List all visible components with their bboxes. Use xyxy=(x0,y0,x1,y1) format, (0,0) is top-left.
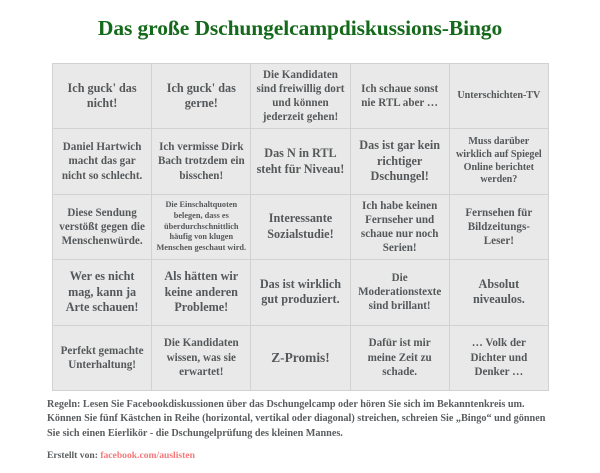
bingo-cell[interactable]: Ich schaue sonst nie RTL aber … xyxy=(350,64,449,129)
credit-line xyxy=(47,450,195,461)
bingo-cell[interactable]: Als hätten wir keine anderen Probleme! xyxy=(152,260,251,325)
bingo-cell[interactable]: Die Kandidaten sind freiwillig dort und können jederzeit gehen! xyxy=(251,64,350,129)
rules-text: Regeln: Lesen Sie Facebookdiskussionen über das Dschungelcamp oder hören Sie sich im Bekanntenkreis um. Können Sie fünf Kästchen in Reihe (horizontal, vertikal oder diagonal) streichen, schreien Sie „Bingo“ und gönnen Sie sich einen Eierlikör - die Dschungelprüfung des kleinen Mannes. xyxy=(47,399,546,439)
bingo-row xyxy=(53,194,549,259)
bingo-cell[interactable]: Ich guck' das nicht! xyxy=(53,64,152,129)
bingo-cell[interactable]: Absolut niveaulos. xyxy=(449,260,548,325)
bingo-cell[interactable]: Ich guck' das gerne! xyxy=(152,64,251,129)
bingo-cell[interactable]: Z-Promis! xyxy=(251,325,350,390)
bingo-cell[interactable]: Fernsehen für Bildzeitungs-Leser! xyxy=(449,194,548,259)
bingo-grid-body xyxy=(53,64,549,391)
bingo-cell[interactable]: Die Moderationstexte sind brillant! xyxy=(350,260,449,325)
bingo-cell[interactable]: … Volk der Dichter und Denker … xyxy=(449,325,548,390)
bingo-row xyxy=(53,260,549,325)
credit-label: Erstellt von: xyxy=(47,450,98,461)
bingo-row xyxy=(53,325,549,390)
bingo-cell[interactable]: Ich vermisse Dirk Bach trotzdem ein bisschen! xyxy=(152,129,251,194)
bingo-row xyxy=(53,129,549,194)
bingo-cell[interactable]: Interessante Sozialstudie! xyxy=(251,194,350,259)
bingo-row xyxy=(53,64,549,129)
bingo-cell[interactable]: Die Einschaltquoten belegen, dass es überdurchschnittlich häufig von klugen Menschen geschaut wird. xyxy=(152,194,251,259)
credit-link[interactable]: facebook.com/auslisten xyxy=(100,450,195,461)
bingo-grid xyxy=(52,63,549,391)
bingo-cell[interactable]: Das ist wirklich gut produziert. xyxy=(251,260,350,325)
bingo-cell[interactable]: Diese Sendung verstößt gegen die Menschenwürde. xyxy=(53,194,152,259)
bingo-cell[interactable]: Das N in RTL steht für Niveau! xyxy=(251,129,350,194)
bingo-cell[interactable]: Daniel Hartwich macht das gar nicht so schlecht. xyxy=(53,129,152,194)
bingo-cell[interactable]: Ich habe keinen Fernseher und schaue nur noch Serien! xyxy=(350,194,449,259)
bingo-cell[interactable]: Muss darüber wirklich auf Spiegel Online berichtet werden? xyxy=(449,129,548,194)
bingo-cell[interactable]: Die Kandidaten wissen, was sie erwartet! xyxy=(152,325,251,390)
bingo-cell[interactable]: Dafür ist mir meine Zeit zu schade. xyxy=(350,325,449,390)
bingo-cell[interactable]: Unterschichten-TV xyxy=(449,64,548,129)
page-title: Das große Dschungelcampdiskussions-Bingo xyxy=(97,16,503,40)
bingo-cell[interactable]: Das ist gar kein richtiger Dschungel! xyxy=(350,129,449,194)
bingo-cell[interactable]: Wer es nicht mag, kann ja Arte schauen! xyxy=(53,260,152,325)
bingo-cell[interactable]: Perfekt gemachte Unterhaltung! xyxy=(53,325,152,390)
